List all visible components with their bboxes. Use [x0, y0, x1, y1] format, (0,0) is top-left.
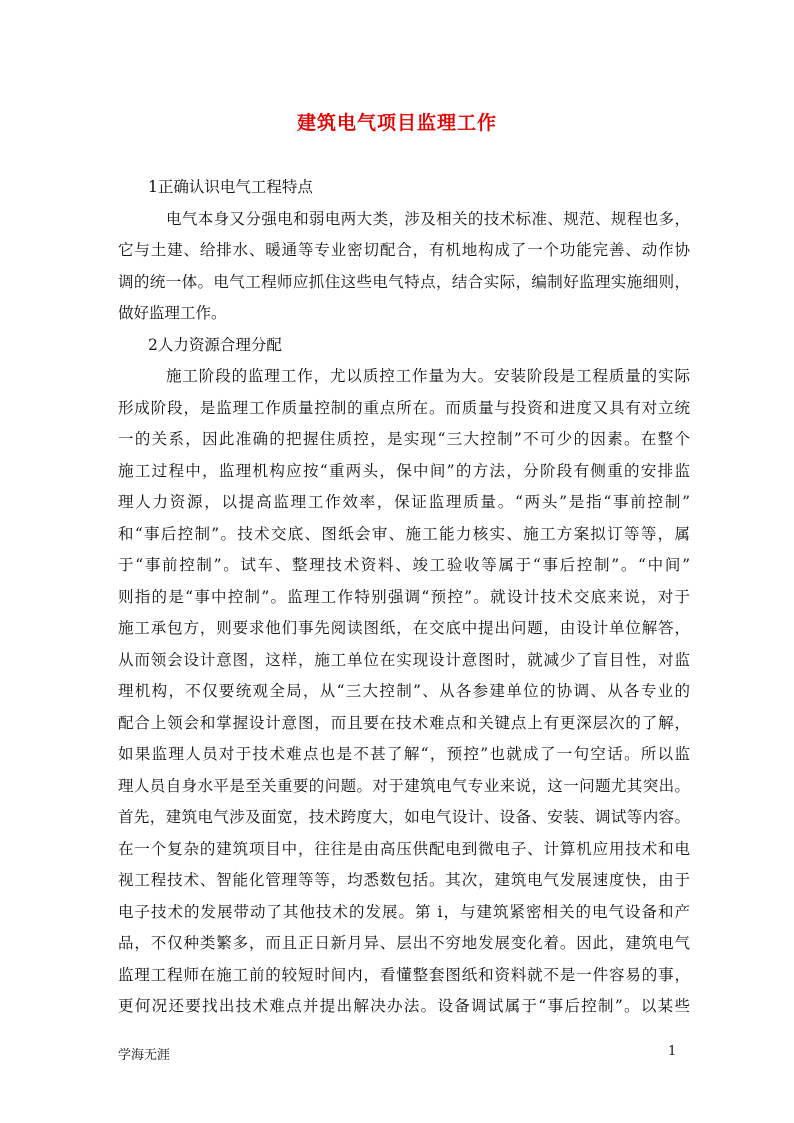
- paragraph-line: 和“事后控制”。技术交底、图纸会审、施工能力核实、施工方案拟订等等，属: [118, 524, 690, 543]
- document-title: 建筑电气项目监理工作: [296, 112, 497, 134]
- section-heading: 2人力资源合理分配: [148, 335, 282, 354]
- paragraph-line: 配合上领会和掌握设计意图，而且要在技术难点和关键点上有更深层次的了解，: [118, 713, 690, 732]
- paragraph-line: 则指的是“事中控制”。监理工作特别强调“预控”。就设计技术交底来说，对于: [118, 587, 690, 606]
- paragraph-line: 电子技术的发展带动了其他技术的发展。第 i，与建筑紧密相关的电气设备和产: [118, 902, 690, 921]
- paragraph-line: 电气本身又分强电和弱电两大类，涉及相关的技术标准、规范、规程也多，: [166, 209, 690, 228]
- section-heading: 1正确认识电气工程特点: [148, 178, 313, 196]
- paragraph-line: 品，不仅种类繁多，而且正日新月异、层出不穷地发展变化着。因此，建筑电气: [118, 934, 690, 952]
- paragraph-line: 一的关系，因此准确的把握住质控，是实现“三大控制”不可少的因素。在整个: [118, 430, 690, 448]
- paragraph-line: 它与土建、给排水、暖通等专业密切配合，有机地构成了一个功能完善、动作协: [118, 241, 690, 259]
- paragraph-line: 在一个复杂的建筑项目中，往往是由高压供配电到微电子、计算机应用技术和电: [118, 839, 690, 858]
- page-number: 1: [668, 1044, 677, 1059]
- paragraph-line: 施工承包方，则要求他们事先阅读图纸，在交底中提出问题，由设计单位解答，: [118, 619, 690, 637]
- paragraph-line: 监理工程师在施工前的较短时间内，看懂整套图纸和资料就不是一件容易的事，: [118, 965, 690, 984]
- paragraph-line: 做好监理工作。: [118, 304, 227, 322]
- footer-text: 学海无涯: [118, 1048, 171, 1063]
- paragraph-line: 调的统一体。电气工程师应抓住这些电气特点，结合实际，编制好监理实施细则，: [118, 272, 690, 291]
- paragraph-line: 从而领会设计意图，这样，施工单位在实现设计意图时，就减少了盲目性，对监: [118, 650, 690, 669]
- paragraph-line: 理机构，不仅要统观全局，从“三大控制”、从各参建单位的协调、从各专业的: [118, 682, 690, 700]
- paragraph-line: 首先，建筑电气涉及面宽，技术跨度大，如电气设计、设备、安装、调试等内容。: [118, 808, 690, 826]
- paragraph-line: 施工过程中，监理机构应按“重两头，保中间”的方法，分阶段有侧重的安排监: [118, 461, 690, 480]
- document-body: [118, 172, 690, 1023]
- paragraph-line: 理人力资源，以提高监理工作效率，保证监理质量。“两头”是指“事前控制”: [118, 493, 690, 511]
- paragraph-line: 如果监理人员对于技术难点也是不甚了解“，预控”也就成了一句空话。所以监: [118, 745, 690, 763]
- paragraph-line: 理人员自身水平是至关重要的问题。对于建筑电气专业来说，这一问题尤其突出。: [118, 776, 690, 795]
- paragraph-line: 施工阶段的监理工作，尤以质控工作量为大。安装阶段是工程质量的实际: [166, 367, 690, 385]
- paragraph-line: 于“事前控制”。试车、整理技术资料、竣工验收等属于“事后控制”。“中间”: [118, 556, 690, 574]
- paragraph-line: 形成阶段，是监理工作质量控制的重点所在。而质量与投资和进度又具有对立统: [118, 398, 690, 417]
- paragraph-line: 视工程技术、智能化管理等等，均悉数包括。其次，建筑电气发展速度快，由于: [118, 871, 690, 889]
- paragraph-line: 更何况还要找出技术难点并提出解决办法。设备调试属于“事后控制”。以某些: [118, 997, 690, 1015]
